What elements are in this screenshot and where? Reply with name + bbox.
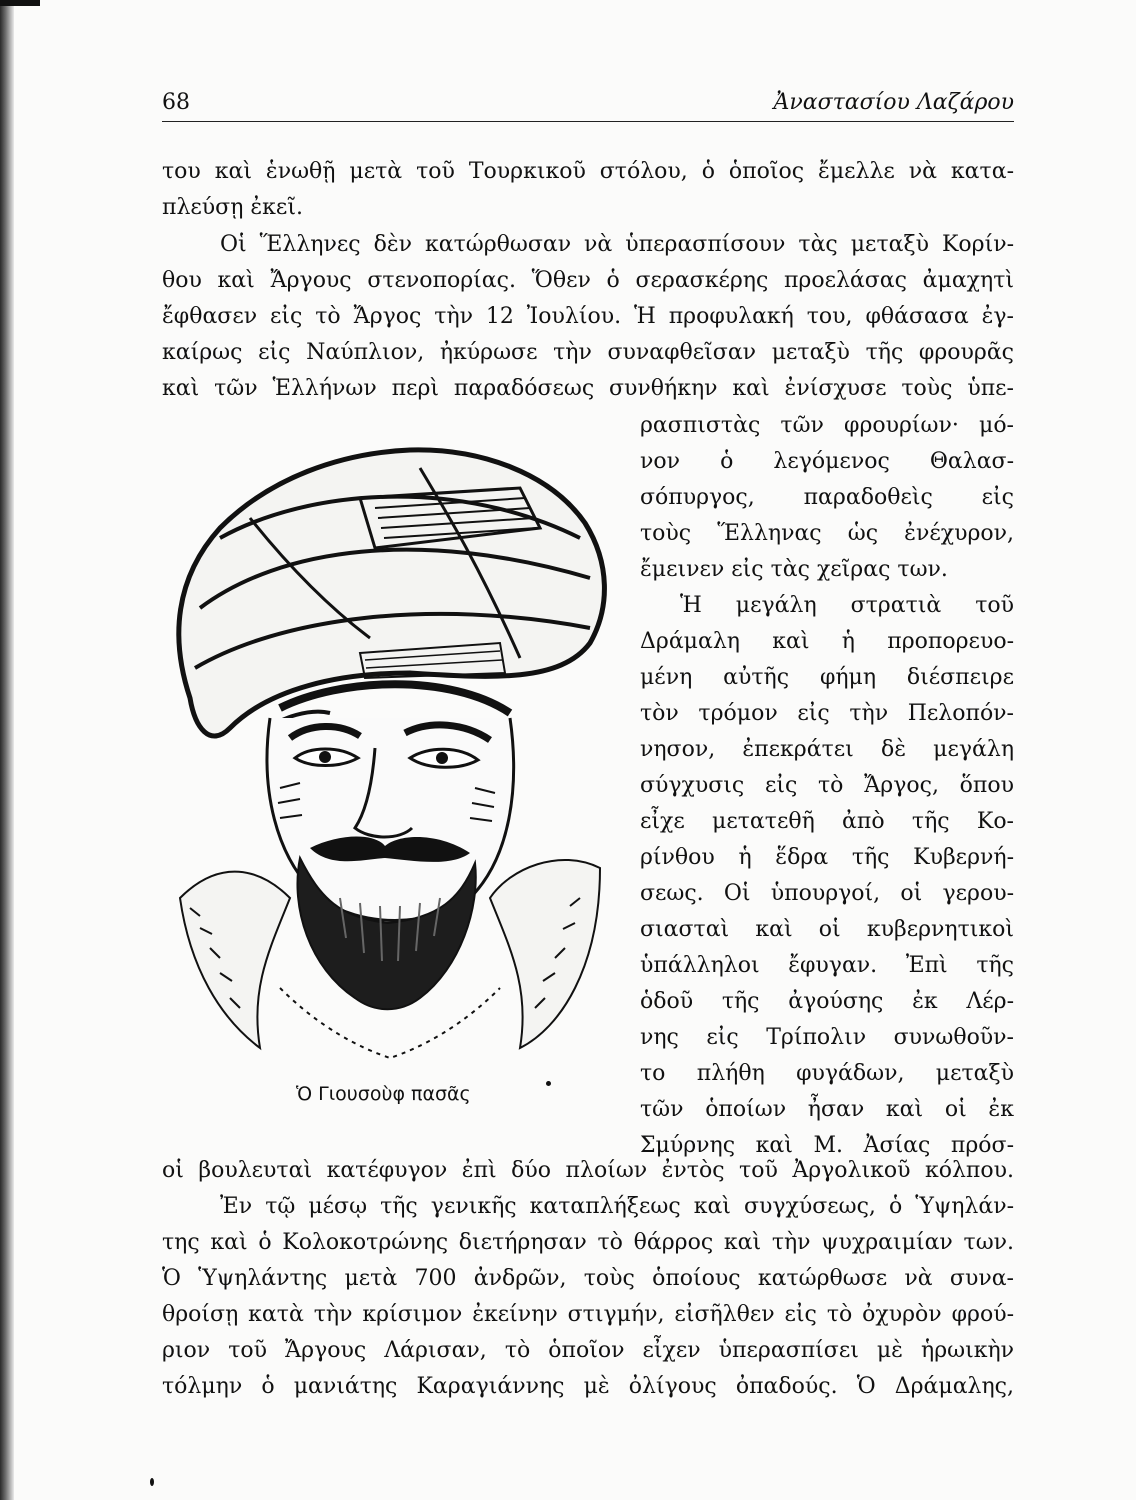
page-corner-mark [0, 0, 40, 6]
column-line: σύγχυσις εἰς τὸ Ἄργος, ὅπου [640, 773, 1014, 798]
body-line: οἱ βουλευταὶ κατέφυγον ἐπὶ δύο πλοίων ἐντὸς τοῦ Ἀργολικοῦ κόλπου. [162, 1158, 1014, 1183]
column-line: τὸν τρόμον εἰς τὴν Πελοπόν- [640, 701, 1014, 726]
body-line: Οἱ Ἕλληνες δὲν κατώρθωσαν νὰ ὑπερασπίσουν τὰς μεταξὺ Κορίν- [220, 232, 1014, 257]
body-line: τόλμην ὁ μανιάτης Καραγιάννης μὲ ὀλίγους ὀπαδούς. Ὁ Δράμαλης, [162, 1374, 1014, 1399]
column-line: ὁδοῦ τῆς ἀγούσης ἐκ Λέρ- [640, 989, 1014, 1014]
column-line: το πλήθη φυγάδων, μεταξὺ [640, 1061, 1014, 1086]
column-line: σόπυργος, παραδοθεὶς εἰς [640, 485, 1014, 510]
ink-speck [150, 1478, 154, 1486]
portrait-caption: Ὁ Γιουσοὺφ πασᾶς [296, 1083, 471, 1105]
column-line: ρασπιστὰς τῶν φρουρίων· μό- [640, 413, 1014, 438]
column-line: τοὺς Ἕλληνας ὡς ἐνέχυρον, [640, 521, 1014, 546]
column-line: σεως. Οἱ ὑπουργοί, οἱ γερου- [640, 881, 1014, 906]
body-line: Ὁ Ὑψηλάντης μετὰ 700 ἀνδρῶν, τοὺς ὁποίους κατώρθωσε νὰ συνα- [162, 1266, 1014, 1291]
body-line: καὶ τῶν Ἑλλήνων περὶ παραδόσεως συνθήκην καὶ ἐνίσχυσε τοὺς ὑπε- [162, 376, 1014, 401]
body-line: πλεύσῃ ἐκεῖ. [162, 195, 303, 220]
body-line: του καὶ ἑνωθῇ μετὰ τοῦ Τουρκικοῦ στόλου, ὁ ὁποῖος ἔμελλε νὰ κατα- [162, 159, 1014, 184]
body-line: ριον τοῦ Ἄργους Λάρισαν, τὸ ὁποῖον εἶχεν ὑπερασπίσει μὲ ἡρωικὴν [162, 1338, 1014, 1363]
column-line: νης εἰς Τρίπολιν συνωθοῦν- [640, 1025, 1014, 1050]
portrait-illustration [160, 428, 620, 1068]
column-line: Ἡ μεγάλη στρατιὰ τοῦ [680, 593, 1014, 618]
body-line: Ἐν τῷ μέσῳ τῆς γενικῆς καταπλήξεως καὶ συγχύσεως, ὁ Ὑψηλάν- [220, 1194, 1014, 1219]
column-line: ὑπάλληλοι ἔφυγαν. Ἐπὶ τῆς [640, 953, 1014, 978]
body-line: της καὶ ὁ Κολοκοτρώνης διετήρησαν τὸ θάρρος καὶ τὴν ψυχραιμίαν των. [162, 1230, 1014, 1255]
ink-speck [546, 1081, 551, 1086]
column-line: Δράμαλη καὶ ἡ προπορευο- [640, 629, 1014, 654]
body-line: θροίσῃ κατὰ τὴν κρίσιμον ἐκείνην στιγμήν, εἰσῆλθεν εἰς τὸ ὀχυρὸν φρού- [162, 1302, 1014, 1327]
column-line: νησον, ἐπεκράτει δὲ μεγάλη [640, 737, 1014, 762]
column-line: Σμύρνης καὶ Μ. Ἀσίας πρόσ- [640, 1133, 1014, 1158]
running-head: Ἀναστασίου Λαζάρου [773, 90, 1014, 115]
column-line: ρίνθου ἡ ἕδρα τῆς Κυβερνή- [640, 845, 1014, 870]
column-line: ἔμεινεν εἰς τὰς χεῖρας των. [640, 557, 948, 582]
body-line: καίρως εἰς Ναύπλιον, ἠκύρωσε τὴν συναφθεῖσαν μεταξὺ τῆς φρουρᾶς [162, 340, 1014, 365]
body-line: θου καὶ Ἄργους στενοπορίας. Ὅθεν ὁ σερασκέρης προελάσας ἀμαχητὶ [162, 268, 1014, 293]
page-edge-shadow [0, 0, 14, 1500]
page-header [162, 86, 1014, 120]
column-line: σιασταὶ καὶ οἱ κυβερνητικοὶ [640, 917, 1014, 942]
header-rule [162, 121, 1014, 122]
column-line: εἶχε μετατεθῆ ἀπὸ τῆς Κο- [640, 809, 1014, 834]
column-line: τῶν ὁποίων ἦσαν καὶ οἱ ἐκ [640, 1097, 1014, 1122]
column-line: νον ὁ λεγόμενος Θαλασ- [640, 449, 1014, 474]
body-line: ἔφθασεν εἰς τὸ Ἄργος τὴν 12 Ἰουλίου. Ἡ προφυλακή του, φθάσασα ἐγ- [162, 304, 1014, 329]
page-number: 68 [162, 90, 190, 115]
column-line: μένη αὐτῆς φήμη διέσπειρε [640, 665, 1014, 690]
